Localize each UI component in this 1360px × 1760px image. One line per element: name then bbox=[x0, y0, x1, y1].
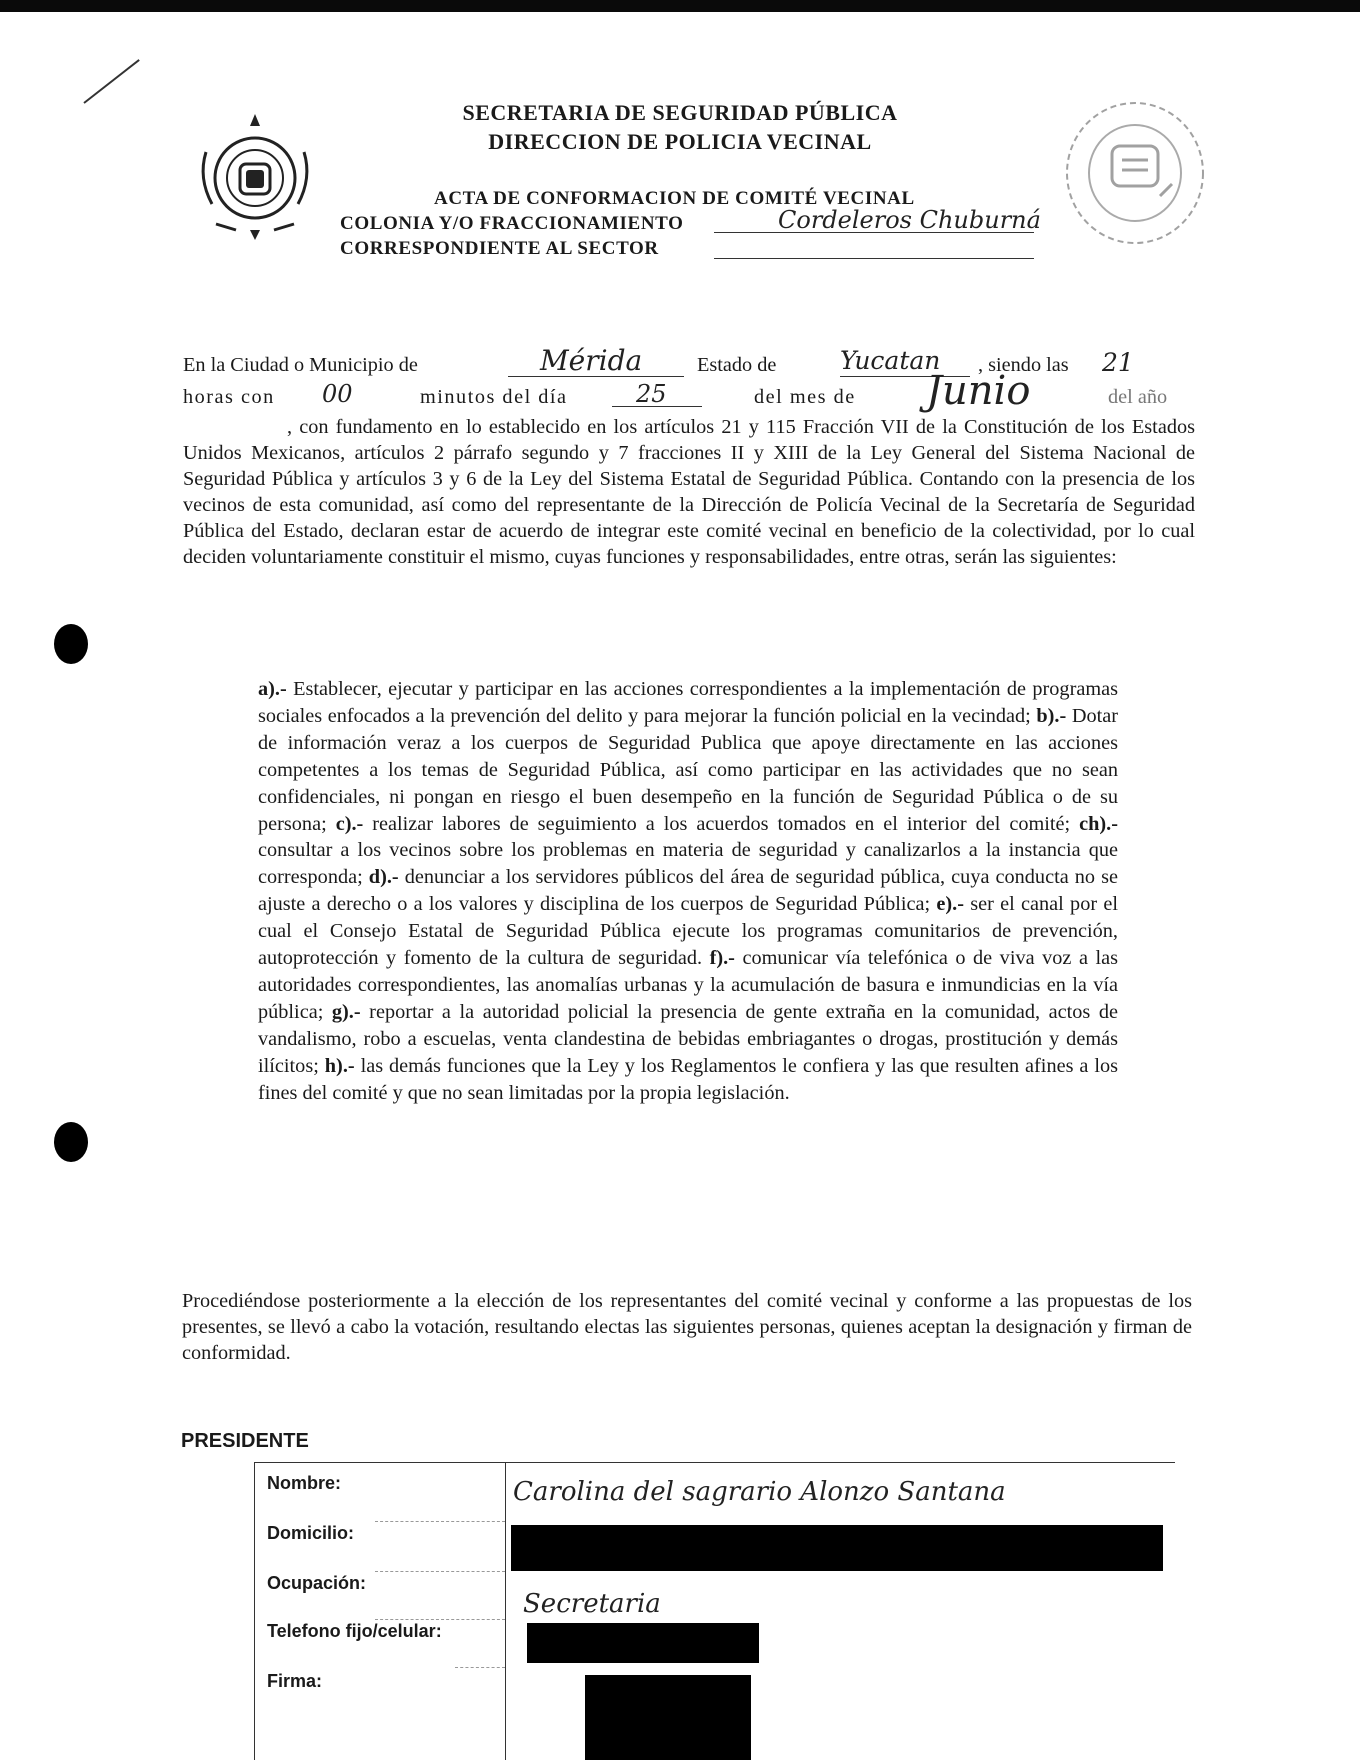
sector-line bbox=[714, 258, 1034, 259]
funcion-g-text: reportar a la autoridad policial la presencia de gente extraña en la comunidad, actos de vandalismo, robo a escuelas, venta clandestina de bebidas embriagantes o drogas, prostitución y demás ilícitos; bbox=[258, 1000, 1119, 1077]
intro-body: , con fundamento en lo establecido en los artículos 21 y 115 Fracción VII de la Constitución de los Estados Unidos Mexicanos, artículos 2 párrafo segundo y 7 fracciones II y XIII de la Ley General del Sistema Nacional de Seguridad Pública y artículos 3 y 6 de la Ley del Sistema Estatal de Seguridad Pública. Contando con la presencia de los vecinos de esta comunidad, así como del representante de la Dirección de Policía Vecinal de la Secretaría de Seguridad Pública del Estado, declaran estar de acuerdo de integrar este comité vecinal en beneficio de la colectividad, por lo cual deciden voluntariamente constituir el mismo, cuyas funciones y responsabilidades, entre otras, serán las siguientes: bbox=[183, 416, 1195, 568]
form-column-divider bbox=[505, 1463, 511, 1760]
presidente-form bbox=[254, 1462, 1175, 1760]
funcion-h-letter: h).- bbox=[324, 1054, 355, 1077]
official-stamp-icon bbox=[1062, 98, 1208, 248]
ocupacion-label: Ocupación: bbox=[267, 1573, 367, 1593]
telefono-redacted bbox=[527, 1623, 759, 1663]
estado-value: Yucatan bbox=[840, 346, 941, 375]
intro-ciudad-label: En la Ciudad o Municipio de bbox=[183, 354, 418, 376]
firma-label: Firma: bbox=[267, 1671, 323, 1691]
funcion-c-letter: c).- bbox=[335, 812, 364, 835]
punch-hole-bottom bbox=[54, 1122, 88, 1162]
funcion-e-letter: e).- bbox=[936, 893, 964, 916]
police-seal-icon bbox=[196, 112, 314, 242]
colonia-value: Cordeleros Chuburná bbox=[778, 206, 1041, 234]
header-line-2: DIRECCION DE POLICIA VECINAL bbox=[488, 129, 872, 154]
document-header bbox=[360, 98, 1000, 156]
funcion-d-letter: d).- bbox=[368, 866, 399, 889]
nombre-dash bbox=[375, 1521, 505, 1522]
telefono-dash bbox=[455, 1667, 505, 1668]
intro-siendo-label: , siendo las bbox=[978, 354, 1069, 376]
intro-horas-label: horas con bbox=[183, 386, 275, 408]
telefono-label: Telefono fijo/celular: bbox=[267, 1621, 442, 1641]
scan-top-edge bbox=[0, 0, 1360, 12]
acta-title: ACTA DE CONFORMACION DE COMITÉ VECINAL bbox=[434, 188, 915, 209]
funcion-ch-letter: ch).- bbox=[1079, 812, 1118, 835]
funcion-d-text: denunciar a los servidores públicos del área de seguridad pública, cuya conducta no se ajuste a derecho o a los valores y disciplina de los cuerpos de Seguridad Pública; bbox=[258, 866, 1118, 916]
intro-mes-label: del mes de bbox=[754, 386, 856, 408]
nombre-value[interactable]: Carolina del sagrario Alonzo Santana bbox=[513, 1477, 1006, 1507]
intro-estado-label: Estado de bbox=[697, 354, 777, 376]
punch-hole-top bbox=[54, 624, 88, 664]
nombre-label: Nombre: bbox=[267, 1473, 342, 1493]
domicilio-label: Domicilio: bbox=[267, 1523, 355, 1543]
funcion-e-text: ser el canal por el cual el Consejo Estatal de Seguridad Pública ejecute los programas comunitarios de prevención, autoprotección y fomento de la cultura de seguridad. bbox=[258, 893, 1118, 970]
funcion-b-text: Dotar de información veraz a los cuerpos de Seguridad Publica que apoye directamente en las acciones competentes a los temas de Seguridad Pública, así como participar en las actividades que no sean confidenciales, ni pongan en riesgo el buen desempeño en la función de Seguridad Pública o de su persona; bbox=[258, 704, 1118, 835]
funcion-f-text: comunicar vía telefónica o de viva voz a las autoridades correspondientes, las anomalías urbanas y la acumulación de basura e inmundicias en la vía pública; bbox=[258, 947, 1118, 1023]
ocupacion-value[interactable]: Secretaria bbox=[523, 1589, 661, 1619]
presidente-title: PRESIDENTE bbox=[181, 1430, 309, 1452]
funcion-ch-text: consultar a los vecinos sobre los problemas en materia de seguridad y canalizarlos a la instancia que corresponda; bbox=[258, 839, 1118, 889]
funcion-h-text: las demás funciones que la Ley y los Reglamentos le confiera y las que resulten afines a los fines del comité y que no sean limitadas por la propia legislación. bbox=[258, 1054, 1119, 1104]
minutos-value: 00 bbox=[322, 380, 353, 408]
ocupacion-dash bbox=[375, 1619, 505, 1620]
dia-value: 25 bbox=[636, 380, 667, 408]
closing-paragraph: Procediéndose posteriormente a la elección de los representantes del comité vecinal y conforme a las propuestas de los presentes, se llevó a cabo la votación, resultando electas las siguientes personas, quienes aceptan la designación y firman de conformidad. bbox=[182, 1290, 1192, 1364]
header-line-1: SECRETARIA DE SEGURIDAD PÚBLICA bbox=[462, 100, 898, 125]
funcion-b-letter: b).- bbox=[1036, 704, 1067, 727]
funcion-a-text: Establecer, ejecutar y participar en las acciones correspondientes a la implementación de programas sociales enfocados a la prevención del delito y para mejorar la función policial en la vecindad; bbox=[258, 678, 1118, 727]
colonia-label: COLONIA Y/O FRACCIONAMIENTO bbox=[340, 213, 684, 234]
domicilio-dash bbox=[375, 1571, 505, 1572]
domicilio-redacted bbox=[511, 1525, 1163, 1571]
funcion-c-text: realizar labores de seguimiento a los acuerdos tomados en el interior del comité; bbox=[363, 812, 1080, 835]
ciudad-value: Mérida bbox=[540, 344, 643, 377]
funcion-g-letter: g).- bbox=[331, 1000, 361, 1023]
intro-anio-label: del año bbox=[1108, 386, 1168, 408]
sector-label: CORRESPONDIENTE AL SECTOR bbox=[340, 238, 659, 259]
intro-paragraph bbox=[183, 414, 1195, 570]
funcion-f-letter: f).- bbox=[709, 947, 735, 970]
hora-value: 21 bbox=[1102, 348, 1134, 377]
pen-mark bbox=[83, 59, 139, 104]
mes-value: Junio bbox=[926, 368, 1031, 414]
firma-redacted bbox=[585, 1675, 751, 1760]
funciones-list bbox=[258, 676, 1118, 1107]
intro-minutos-label: minutos del día bbox=[420, 386, 568, 408]
funcion-a-letter: a).- bbox=[258, 678, 287, 700]
